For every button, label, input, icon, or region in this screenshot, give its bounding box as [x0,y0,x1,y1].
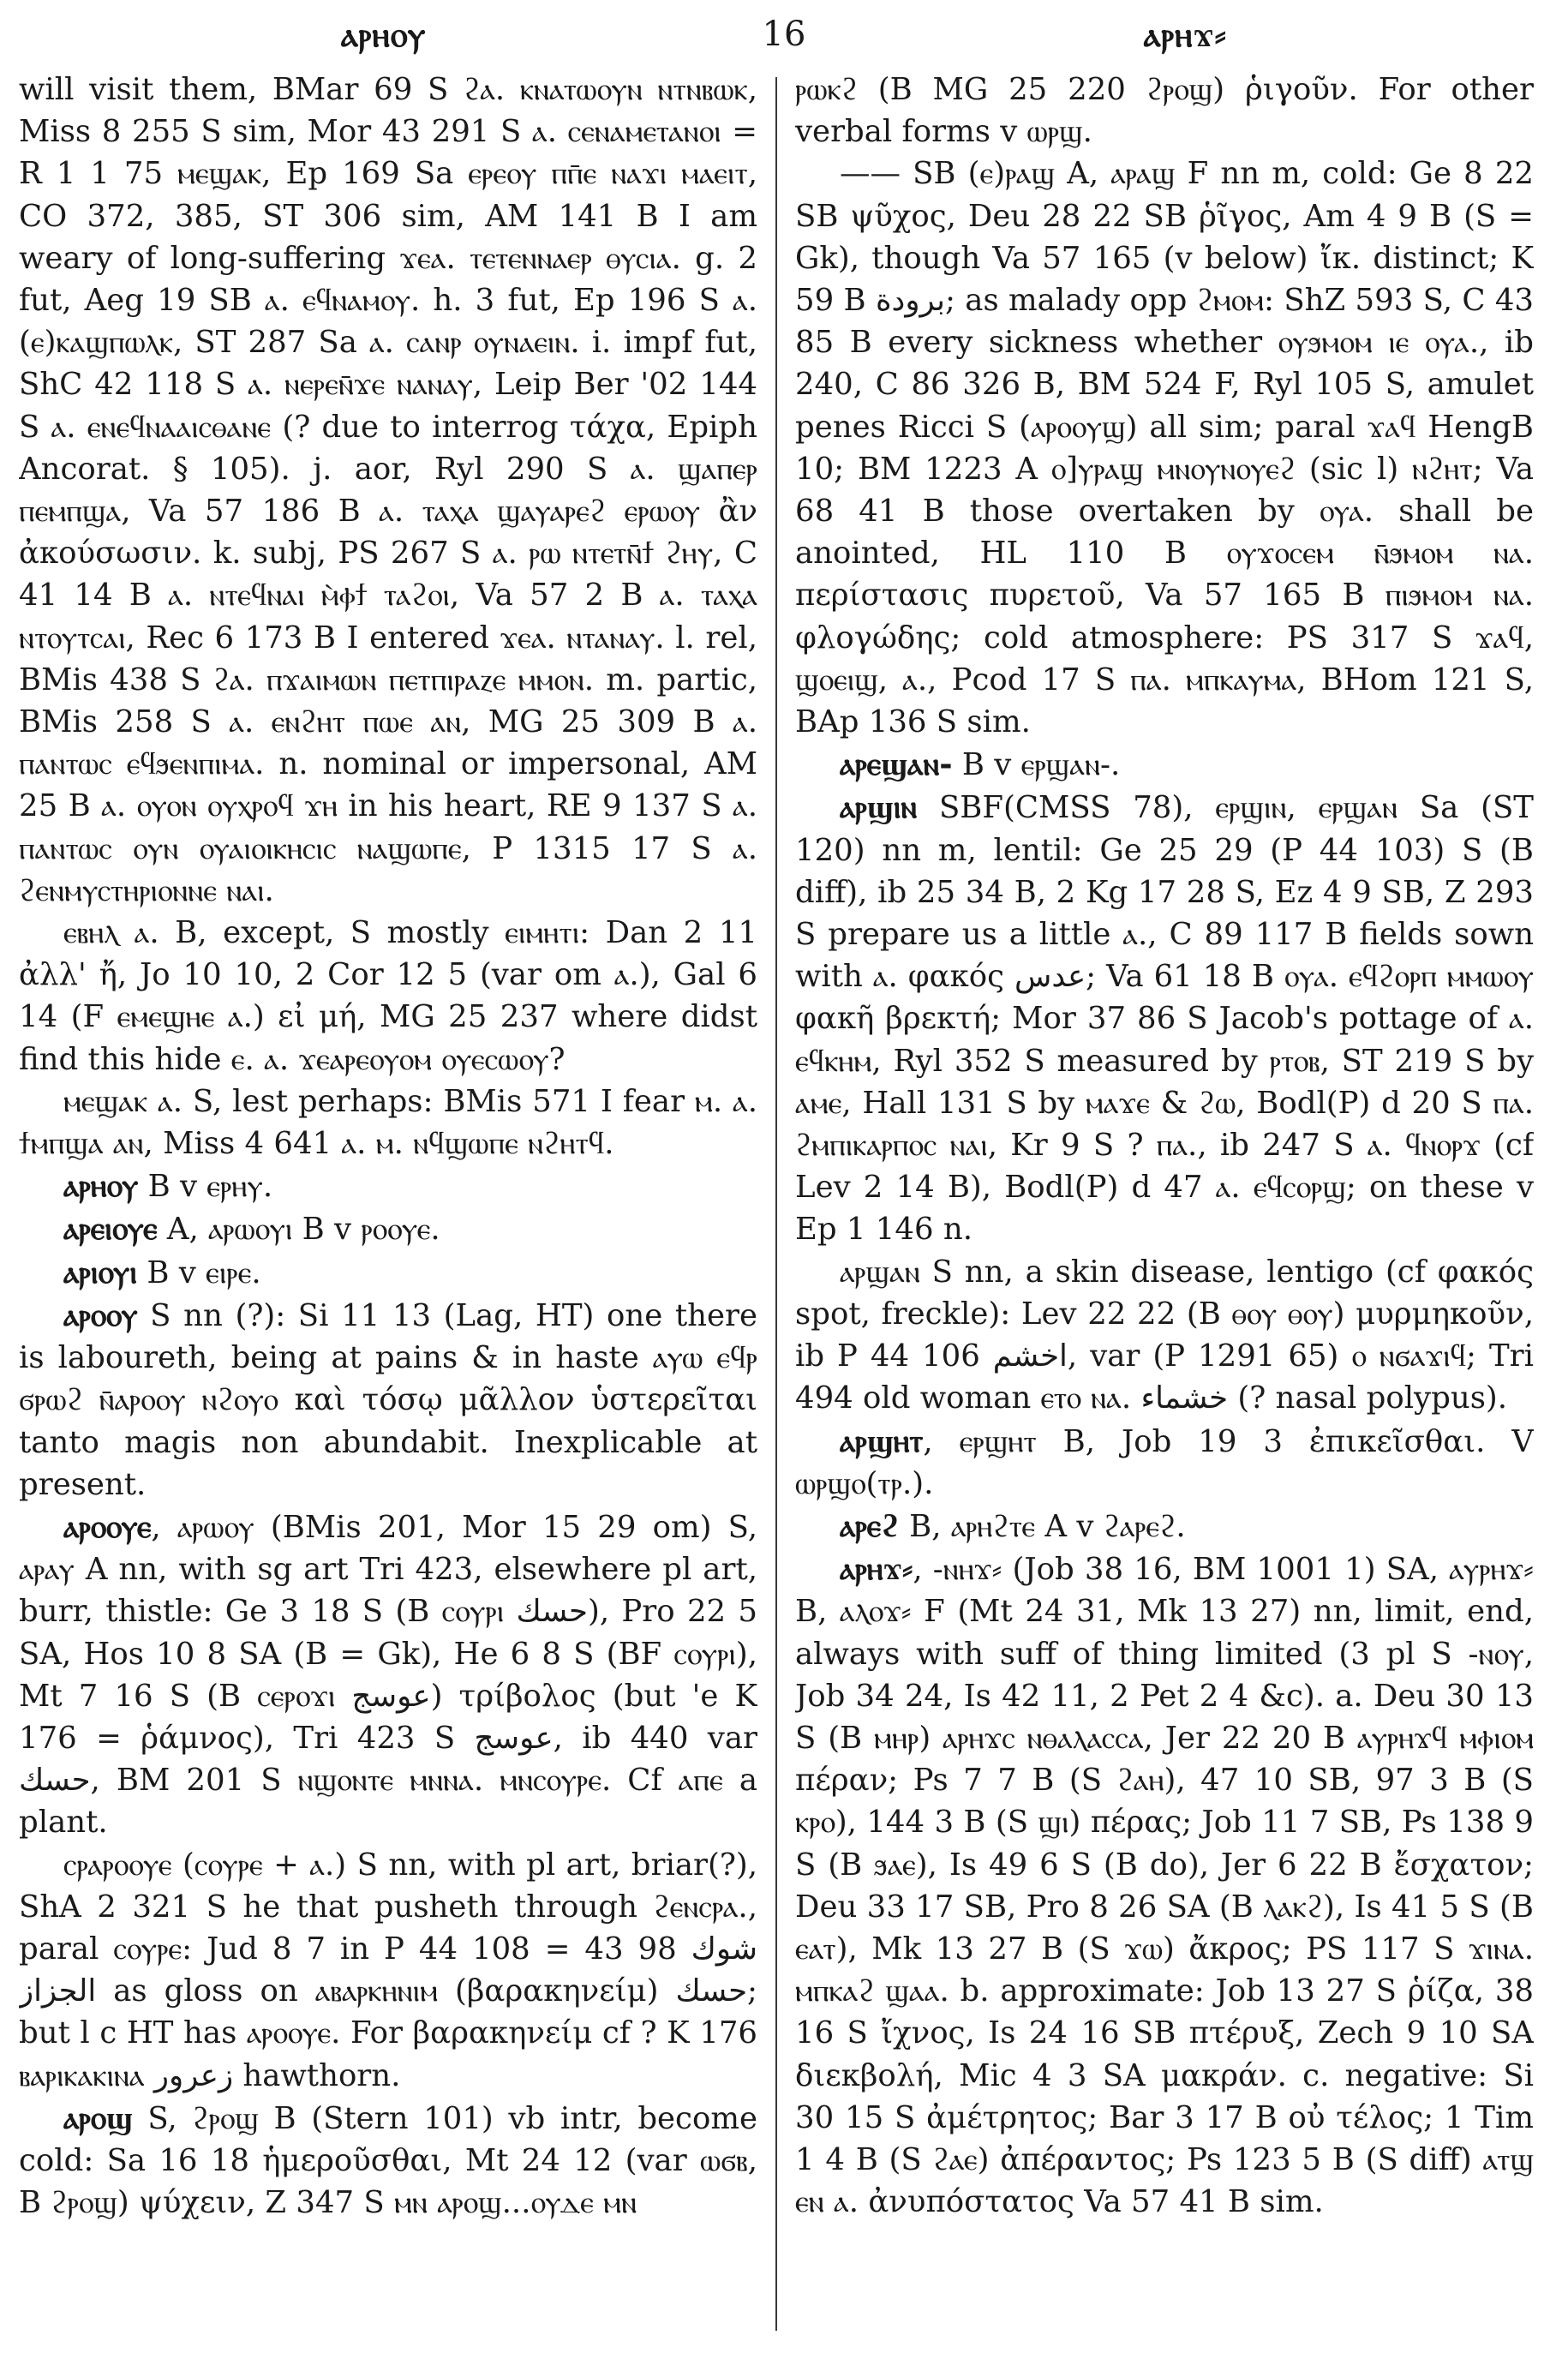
dictionary-entry-paragraph: —— SB (ⲉ)ⲣⲁϣ A, ⲁⲣⲁϣ F nn m, cold: Ge 8 22 SB ψῦχος, Deu 28 22 SB ῥῖγος, Am 4 9 B (S = Gk), though Va 57 165 (v below) ἴκ. distinct; K 59 B برودة; as malady opp ϩⲙⲟⲙ: ShZ 593 S, C 43 85 B every sickness whether ⲟⲩϧⲙⲟⲙ ⲓⲉ ⲟⲩⲁ., ib 240, C 86 326 B, BM 524 F, Ryl 105 S, amulet penes Ricci S (ⲁⲣⲟⲟⲩϣ) all sim; paral ϫⲁϥ HengB 10; BM 1223 A ⲟ]ⲩⲣⲁϣ ⲙⲛⲟⲩⲛⲟⲩⲉϩ (sic l) ⲛϩⲏⲧ; Va 68 41 B those overtaken by ⲟⲩⲁ. shall be anointed, HL 110 B ⲟⲩϫⲟⲥⲉⲙ ⲛ̄ϧⲙⲟⲙ ⲛⲁ. περίστασις πυρετοῦ, Va 57 165 B ⲡⲓϧⲙⲟⲙ ⲛⲁ. φλογώδης; cold atmosphere: PS 317 S ϫⲁϥ, ϣⲟⲉⲓϣ, ⲁ., Pcod 17 S ⲡⲁ. ⲙⲡⲕⲁⲩⲙⲁ, BHom 121 S, BAp 136 S sim. [795,156,1534,740]
entry-lemma: ⲁⲣⲟϣ [63,2098,133,2136]
dictionary-entry-paragraph: ⲣⲱⲕϩ (B MG 25 220 ϩⲣⲟϣ) ῥιγοῦν. For other verbal forms v ⲱⲣϣ. [795,72,1534,150]
dictionary-entry-paragraph: will visit them, BMar 69 S ϩⲁ. ⲕⲛⲁⲧⲱⲟⲩⲛ ⲛⲧⲛⲃⲱⲕ, Miss 8 255 S sim, Mor 43 291 S ⲁ. ⲥⲉⲛⲁⲙⲉⲧⲁⲛⲟⲓ = R 1 1 75 ⲙⲉϣⲁⲕ, Ep 169 Sa ⲉⲣⲉⲟⲩ ⲡⲡ̄ⲉ ⲛⲁϫⲓ ⲙⲁⲉⲓⲧ, CO 372, 385, ST 306 sim, AM 141 B I am weary of long-suffering ϫⲉⲁ. ⲧⲉⲧⲉⲛⲛⲁⲉⲣ ⲑⲩⲥⲓⲁ. g. 2 fut, Aeg 19 SB ⲁ. ⲉϥⲛⲁⲙⲟⲩ. h. 3 fut, Ep 196 S ⲁ. (ⲉ)ⲕⲁϣⲡⲱⲗⲕ, ST 287 Sa ⲁ. ⲥⲁⲛⲣ ⲟⲩⲛⲁⲉⲓⲛ. i. impf fut, ShC 42 118 S ⲁ. ⲛⲉⲣⲉⲛ̄ϫⲉ ⲛⲁⲛⲁⲩ, Leip Ber '02 144 S ⲁ. ⲉⲛⲉϥⲛⲁⲁⲓⲥⲑⲁⲛⲉ (? due to interrog τάχα, Epiph Ancorat. § 105). j. aor, Ryl 290 S ⲁ. ϣⲁⲡⲉⲣ ⲡⲉⲙⲡϣⲁ, Va 57 186 B ⲁ. ⲧⲁⲭⲁ ϣⲁⲩⲁⲣⲉϩ ⲉⲣⲱⲟⲩ ἂν ἀκούσωσιν. k. subj, PS 267 S ⲁ. ⲣⲱ ⲛⲧⲉⲧⲛ̄ϯ ϩⲏⲩ, C 41 14 B ⲁ. ⲛⲧⲉϥⲛⲁⲓ ⲙ̀ⲫϯ ⲧⲁϩⲟⲓ, Va 57 2 B ⲁ. ⲧⲁⲭⲁ ⲛⲧⲟⲩⲧⲥⲁⲓ, Rec 6 173 B I entered ϫⲉⲁ. ⲛⲧⲁⲛⲁⲩ. l. rel, BMis 438 S ϩⲁ. ⲡϫⲁⲓⲙⲱⲛ ⲡⲉⲧⲡⲓⲣⲁⲍⲉ ⲙⲙⲟⲛ. m. partic, BMis 258 S ⲁ. ⲉⲛϩⲏⲧ ⲡⲱⲉ ⲁⲛ, MG 25 309 B ⲁ. ⲡⲁⲛⲧⲱⲥ ⲉϥϧⲉⲛⲡⲓⲙⲁ. n. nominal or impersonal, AM 25 B ⲁ. ⲟⲩⲟⲛ ⲟⲩⲭⲣⲟϥ ϫⲏ in his heart, RE 9 137 S ⲁ. ⲡⲁⲛⲧⲱⲥ ⲟⲩⲛ ⲟⲩⲁⲓⲟⲓⲕⲏⲥⲓⲥ ⲛⲁϣⲱⲡⲉ, P 1315 17 S ⲁ. ϩⲉⲛⲙⲩⲥⲧⲏⲣⲓⲟⲛⲛⲉ ⲛⲁⲓ. [19,72,757,908]
dictionary-entry-paragraph: ⲁⲣⲉϣⲁⲛ- B v ⲉⲣϣⲁⲛ-. [840,745,1121,783]
dictionary-entry-paragraph: ⲁⲣⲓⲟⲩⲓ B v ⲉⲓⲣⲉ. [63,1252,261,1290]
dictionary-entry-paragraph: ⲁⲣⲏⲟⲩ B v ⲉⲣⲏⲩ. [63,1166,273,1205]
dictionary-entry-paragraph: ⲁⲣⲟⲟⲩⲉ, ⲁⲣⲱⲟⲩ (BMis 201, Mor 15 29 om) S, ⲁⲣⲁⲩ A nn, with sg art Tri 423, elsewhere pl art, burr, thistle: Ge 3 18 S (B ⲥⲟⲩⲣⲓ حسك), Pro 22 5 SA, Hos 10 8 SA (B = Gk), He 6 8 S (BF ⲥⲟⲩⲣⲓ), Mt 7 16 S (B ⲥⲉⲣⲟϫⲓ عوسج) τρίβολος (but 'e K 176 = ῥάμνος), Tri 423 S عوسج, ib 440 var حسك, BM 201 S ⲛϣⲟⲛⲧⲉ ⲙⲛⲛⲁ. ⲙⲛⲥⲟⲩⲣⲉ. Cf ⲁⲡⲉ a plant. [19,1506,757,1841]
dictionary-entry-paragraph: ⲁⲣϣⲁⲛ S nn, a skin disease, lentigo (cf φακός spot, freckle): Lev 22 22 (B ⲑⲟⲩ ⲑⲟⲩ) μυρμηκοῦν, ib P 44 106 اخشم, var (P 1291 65) ⲟ ⲛϭⲁϫⲓϥ; Tri 494 old woman ⲉⲧⲟ ⲛⲁ. خشماء (? nasal polypus). [795,1254,1534,1416]
page-header [15,7,1553,62]
entry-lemma: ⲁⲣⲏⲟⲩ [63,1166,139,1205]
dictionary-entry-paragraph: ⲥⲣⲁⲣⲟⲟⲩⲉ (ⲥⲟⲩⲣⲉ + ⲁ.) S nn, with pl art, briar(?), ShA 2 321 S he that pusheth through ϩⲉⲛⲥⲣⲁ., paral ⲥⲟⲩⲣⲉ: Jud 8 7 in P 44 108 = 43 98 شوك الجزاز as gloss on ⲁⲃⲁⲣⲕⲏⲛⲓⲙ (βαρακηνείμ) حسك; but l c HT has ⲁⲣⲟⲟⲩⲉ. For βαρακηνείμ cf ? K 176 ⲃⲁⲣⲓⲕⲁⲕⲓⲛⲁ زعرور hawthorn. [19,1847,757,2093]
dictionary-entry-paragraph: ⲁⲣϣⲏⲧ, ⲉⲣϣⲏⲧ B, Job 19 3 ἐπικεῖσθαι. V ⲱⲣϣⲟ(ⲧⲣ.). [795,1421,1534,1501]
entry-lemma: ⲁⲣⲉⲓⲟⲩⲉ [63,1209,158,1248]
left-column [19,69,757,2348]
left-running-headword: ⲁⲣⲏⲟⲩ [341,14,427,55]
entry-lemma: ⲁⲣⲟⲟⲩ [63,1295,138,1333]
column-divider [775,77,777,2331]
entry-lemma: ⲁⲣⲉϩ [840,1506,900,1544]
dictionary-entry-paragraph: ⲉⲃⲏⲗ ⲁ. B, except, S mostly ⲉⲓⲙⲏⲧⲓ: Dan 2 11 ἀλλ' ἤ, Jo 10 10, 2 Cor 12 5 (var om ⲁ.), Gal 6 14 (F ⲉⲙⲉϣⲏⲉ ⲁ.) εἰ μή, MG 25 237 where didst find this hide ⲉ. ⲁ. ϫⲉⲁⲣⲉⲟⲩⲟⲙ ⲟⲩⲉⲥⲱⲟⲩ? [19,915,757,1077]
right-running-headword: ⲁⲣⲏϫ⸗ [1143,14,1227,55]
dictionary-entry-paragraph: ⲁⲣⲟϣ S, ϩⲣⲟϣ B (Stern 101) vb intr, become cold: Sa 16 18 ἡμεροῦσθαι, Mt 24 12 (var ⲱϭⲃ, B ϩⲣⲟϣ) ψύχειν, Z 347 S ⲙⲛ ⲁⲣⲟϣ...ⲟⲩⲇⲉ ⲙⲛ [19,2098,757,2221]
dictionary-entry-paragraph: ⲁⲣϣⲓⲛ SBF(CMSS 78), ⲉⲣϣⲓⲛ, ⲉⲣϣⲁⲛ Sa (ST 120) nn m, lentil: Ge 25 29 (P 44 103) S (B diff), ib 25 34 B, 2 Kg 17 28 S, Ez 4 9 SB, Z 293 S prepare us a little ⲁ., C 89 117 B fields sown with ⲁ. φακός عدس; Va 61 18 B ⲟⲩⲁ. ⲉϥϩⲟⲣⲡ ⲙⲙⲱⲟⲩ φακῆ βρεκτή; Mor 37 86 S Jacob's pottage of ⲁ. ⲉϥⲕⲏⲙ, Ryl 352 S measured by ⲣⲧⲟⲃ, ST 219 S by ⲁⲙⲉ, Hall 131 S by ⲙⲁϫⲉ & ϩⲱ, Bodl(P) d 20 S ⲡⲁ. ϩⲙⲡⲓⲕⲁⲣⲡⲟⲥ ⲛⲁⲓ, Kr 9 S ? ⲡⲁ., ib 247 S ⲁ. ϥⲛⲟⲣϫ (cf Lev 2 14 B), Bodl(P) d 47 ⲁ. ⲉϥⲥⲟⲣϣ; on these v Ep 1 146 n. [795,787,1534,1248]
entry-lemma: ⲁⲣϣⲏⲧ [840,1421,924,1459]
dictionary-entry-paragraph: ⲁⲣⲉϩ B, ⲁⲣⲏϩⲧⲉ A v ϩⲁⲣⲉϩ. [840,1506,1186,1544]
page-number: 16 [762,15,806,54]
dictionary-entry-paragraph: ⲁⲣⲟⲟⲩ S nn (?): Si 11 13 (Lag, HT) one there is laboureth, being at pains & in haste ⲁⲩⲱ ⲉϥⲣ ϭⲣⲱϩ ⲛ̄ⲁⲣⲟⲟⲩ ⲛϩⲟⲩⲟ καὶ τόσῳ μᾶλλον ὑστερεῖται tanto magis non abundabit. Inexplicable at present. [19,1295,757,1502]
entry-lemma: ⲁⲣⲏϫ⸗ [840,1549,913,1588]
dictionary-entry-paragraph: ⲁⲣⲏϫ⸗, -ⲛⲏϫ⸗ (Job 38 16, BM 1001 1) SA, ⲁⲩⲣⲏϫ⸗ B, ⲁⲗⲟϫ⸗ F (Mt 24 31, Mk 13 27) nn, limit, end, always with suff of thing limited (3 pl S -ⲛⲟⲩ, Job 34 24, Is 42 11, 2 Pet 2 4 &c). a. Deu 30 13 S (B ⲙⲏⲣ) ⲁⲣⲏϫⲥ ⲛⲑⲁⲗⲁⲥⲥⲁ, Jer 22 20 B ⲁⲩⲣⲏϫϥ ⲙⲫⲓⲟⲙ πέραν; Ps 7 7 B (S ϩⲁⲏ), 47 10 SB, 97 3 B (S ⲕⲣⲟ), 144 3 B (S ϣⲓ) πέρας; Job 11 7 SB, Ps 138 9 S (B ϧⲁⲉ), Is 49 6 S (B do), Jer 6 22 B ἔσχατον; Deu 33 17 SB, Pro 8 26 SA (B ⲗⲁⲕϩ), Is 41 5 S (B ⲉⲁⲧ), Mk 13 27 B (S ϫⲱ) ἄκρος; PS 117 S ϫⲓⲛⲁ. ⲙⲡⲕⲁϩ ϣⲁⲁ. b. approximate: Job 13 27 S ῥίζα, 38 16 S ἴχνος, Is 24 16 SB πτέρυξ, Zech 9 10 SA διεκβολή, Mic 4 3 SA μακράν. c. negative: Si 30 15 S ἀμέτρητος; Bar 3 17 B οὐ τέλος; 1 Tim 1 4 B (S ϩⲁⲉ) ἀπέραντος; Ps 123 5 B (S diff) ⲁⲧϣ ⲉⲛ ⲁ. ἀνυπόστατος Va 57 41 B sim. [795,1549,1534,2220]
dictionary-entry-paragraph: ⲙⲉϣⲁⲕ ⲁ. S, lest perhaps: BMis 571 I fear ⲙ. ⲁ. ϯⲙⲡϣⲁ ⲁⲛ, Miss 4 641 ⲁ. ⲙ. ⲛϥϣⲱⲡⲉ ⲛϩⲏⲧϥ. [19,1083,757,1162]
entry-lemma: ⲁⲣⲓⲟⲩⲓ [63,1252,138,1290]
right-column [795,69,1534,2348]
dictionary-entry-paragraph: ⲁⲣⲉⲓⲟⲩⲉ A, ⲁⲣⲱⲟⲩⲓ B v ⲣⲟⲟⲩⲉ. [63,1209,440,1248]
entry-lemma: ⲁⲣϣⲓⲛ [840,787,918,826]
entry-lemma: ⲁⲣⲟⲟⲩⲉ [63,1506,152,1545]
entry-lemma: ⲁⲣⲉϣⲁⲛ- [840,745,953,783]
